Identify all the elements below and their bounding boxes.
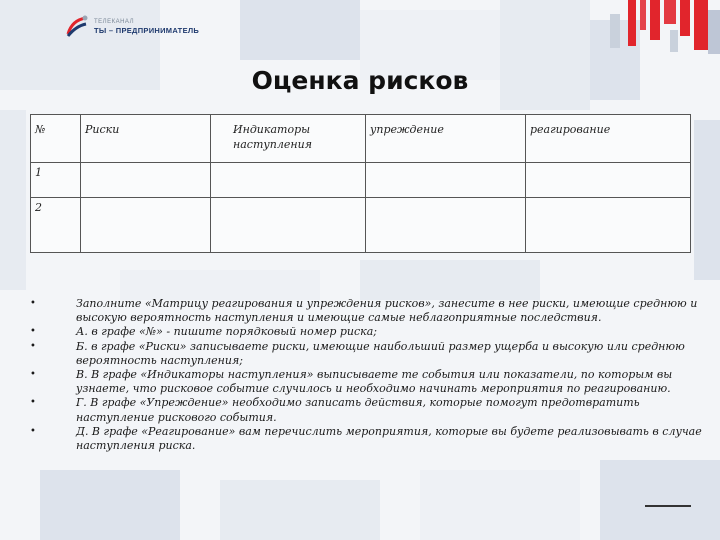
table-cell[interactable] [526, 198, 691, 253]
table-cell[interactable]: 1 [31, 163, 81, 198]
instructions-list [30, 297, 706, 453]
table-cell[interactable] [211, 163, 366, 198]
table-header-row [31, 115, 691, 163]
table-row [31, 163, 691, 198]
list-item [30, 396, 706, 424]
table-cell[interactable] [211, 198, 366, 253]
header-risks: Риски [81, 115, 211, 163]
list-item [30, 425, 706, 453]
instruction-text: Заполните «Матрицу реагирования и упреждения рисков», занесите в нее риски, имеющие среднюю и высокую вероятность наступления и имеющие самые неблагоприятные последствия. [76, 297, 698, 325]
list-item [30, 297, 706, 325]
table-cell[interactable] [81, 198, 211, 253]
table-cell[interactable] [526, 163, 691, 198]
bullet-icon: • [30, 369, 36, 381]
instruction-text: А. в графе «№» - пишите порядковый номер риска; [76, 325, 377, 339]
bullet-icon: • [30, 298, 36, 309]
list-item [30, 325, 706, 339]
list-item [30, 340, 706, 368]
list-item [30, 368, 706, 396]
bullet-icon: • [30, 397, 36, 409]
risk-matrix-table [30, 114, 691, 253]
instruction-text: Д. В графе «Реагирование» вам перечислить мероприятия, которые вы будете реализовывать в случае наступления риска. [76, 424, 702, 453]
header-number: № [31, 115, 81, 163]
logo-name: ТЫ – ПРЕДПРИНИМАТЕЛЬ [94, 26, 200, 36]
bullet-icon: • [30, 425, 36, 437]
decorative-divider [645, 505, 691, 507]
logo [64, 14, 199, 40]
instruction-text: Б. в графе «Риски» записываете риски, имеющие наибольший размер ущерба и высокую или среднюю вероятность наступления; [76, 339, 685, 367]
header-prevention: упреждение [366, 115, 526, 163]
page-title: Оценка рисков [251, 66, 469, 95]
bullet-icon: • [30, 340, 36, 352]
table-cell[interactable] [366, 198, 526, 253]
header-response: реагирование [526, 115, 691, 163]
instruction-text: Г. В графе «Упреждение» необходимо записать действия, которые помогут предотвратить наступление рискового события. [76, 396, 640, 424]
bullet-icon: • [30, 326, 36, 338]
logo-icon [64, 14, 90, 40]
instruction-text: В. В графе «Индикаторы наступления» выписываете те события или показатели, по которым вы узнаете, что рисковое событие случилось и необходимо начинать мероприятия по реагированию. [76, 368, 673, 396]
logo-caption: ТЕЛЕКАНАЛ [94, 19, 135, 26]
header-indicators: Индикаторы наступления [211, 115, 366, 163]
table-row [31, 198, 691, 253]
table-cell[interactable]: 2 [31, 198, 81, 253]
table-cell[interactable] [366, 163, 526, 198]
table-cell[interactable] [81, 163, 211, 198]
